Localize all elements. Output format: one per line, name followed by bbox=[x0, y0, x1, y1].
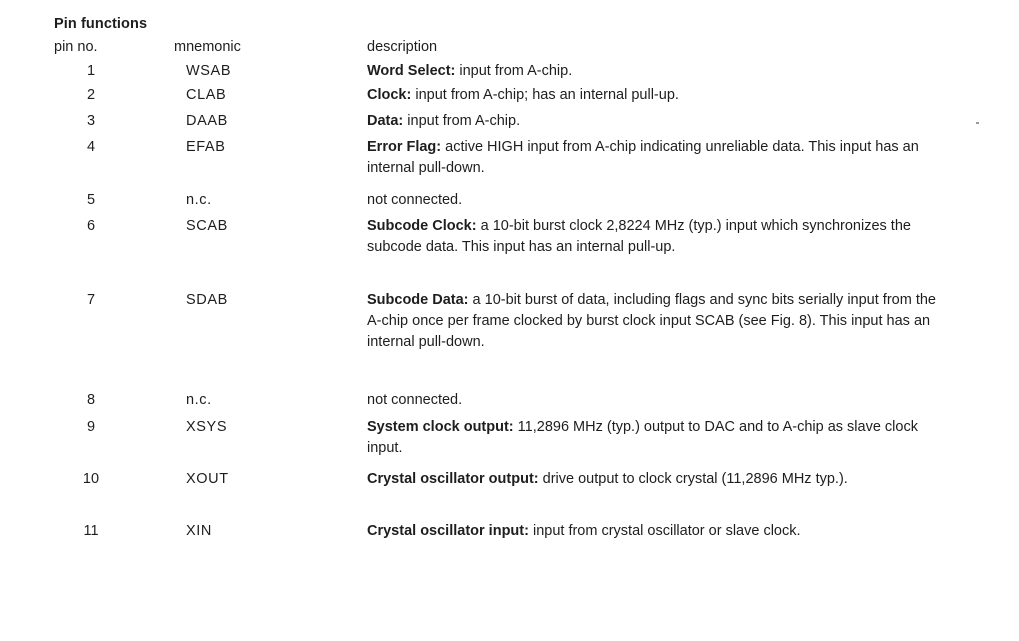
description-text: 11,2896 MHz (typ.) output to DAC and to A-chip as slave clock input. bbox=[367, 419, 918, 456]
mnemonic: XOUT bbox=[186, 471, 229, 487]
description bbox=[367, 216, 942, 258]
description bbox=[367, 290, 942, 353]
pin-number: 6 bbox=[86, 218, 96, 234]
description bbox=[367, 390, 942, 411]
page-title: Pin functions bbox=[54, 16, 148, 32]
description bbox=[367, 111, 942, 132]
pin-number: 10 bbox=[82, 471, 100, 487]
description-term: Crystal oscillator output: bbox=[367, 471, 539, 487]
scan-speck bbox=[976, 122, 979, 124]
mnemonic: WSAB bbox=[186, 63, 232, 79]
header-description: description bbox=[367, 39, 438, 55]
description bbox=[367, 61, 942, 82]
description-text: a 10-bit burst clock 2,8224 MHz (typ.) input which synchronizes the subcode data. This input has an internal pull-up. bbox=[367, 218, 911, 255]
mnemonic: n.c. bbox=[186, 392, 212, 408]
description bbox=[367, 469, 942, 490]
pin-number: 5 bbox=[86, 192, 96, 208]
description bbox=[367, 417, 942, 459]
description-text: a 10-bit burst of data, including flags and sync bits serially input from the A-chip once per frame clocked by burst clock input SCAB (see Fig. 8). This input has an internal pull-down. bbox=[367, 292, 936, 350]
description-text: input from A-chip; has an internal pull-up. bbox=[411, 87, 679, 103]
mnemonic: CLAB bbox=[186, 87, 227, 103]
mnemonic: n.c. bbox=[186, 192, 212, 208]
description-term: System clock output: bbox=[367, 419, 514, 435]
header-pin-no: pin no. bbox=[54, 39, 98, 55]
description bbox=[367, 190, 942, 211]
description-term: Data: bbox=[367, 113, 404, 129]
pin-number: 8 bbox=[86, 392, 96, 408]
pin-number: 1 bbox=[86, 63, 96, 79]
description-text: input from A-chip. bbox=[403, 113, 521, 129]
description-term: Error Flag: bbox=[367, 139, 442, 155]
description-term: Clock: bbox=[367, 87, 412, 103]
mnemonic: EFAB bbox=[186, 139, 226, 155]
description-term: Subcode Clock: bbox=[367, 218, 477, 234]
description bbox=[367, 85, 942, 106]
description-term: Subcode Data: bbox=[367, 292, 469, 308]
description-text: input from A-chip. bbox=[455, 63, 573, 79]
header-mnemonic: mnemonic bbox=[174, 39, 241, 55]
description bbox=[367, 521, 942, 542]
description-term: Word Select: bbox=[367, 63, 456, 79]
pin-number: 2 bbox=[86, 87, 96, 103]
description-text: input from crystal oscillator or slave clock. bbox=[528, 523, 801, 539]
pin-number: 7 bbox=[86, 292, 96, 308]
mnemonic: SCAB bbox=[186, 218, 228, 234]
pin-number: 3 bbox=[86, 113, 96, 129]
description bbox=[367, 137, 942, 179]
mnemonic: DAAB bbox=[186, 113, 228, 129]
pin-number: 4 bbox=[86, 139, 96, 155]
description-term: Crystal oscillator input: bbox=[367, 523, 529, 539]
description-text: not connected. bbox=[367, 192, 463, 208]
mnemonic: SDAB bbox=[186, 292, 228, 308]
pin-number: 11 bbox=[83, 523, 99, 539]
description-text: active HIGH input from A-chip indicating unreliable data. This input has an internal pull-down. bbox=[367, 139, 919, 176]
mnemonic: XIN bbox=[186, 523, 212, 539]
mnemonic: XSYS bbox=[186, 419, 228, 435]
description-text: not connected. bbox=[367, 392, 463, 408]
pin-number: 9 bbox=[86, 419, 96, 435]
description-text: drive output to clock crystal (11,2896 MHz typ.). bbox=[538, 471, 848, 487]
